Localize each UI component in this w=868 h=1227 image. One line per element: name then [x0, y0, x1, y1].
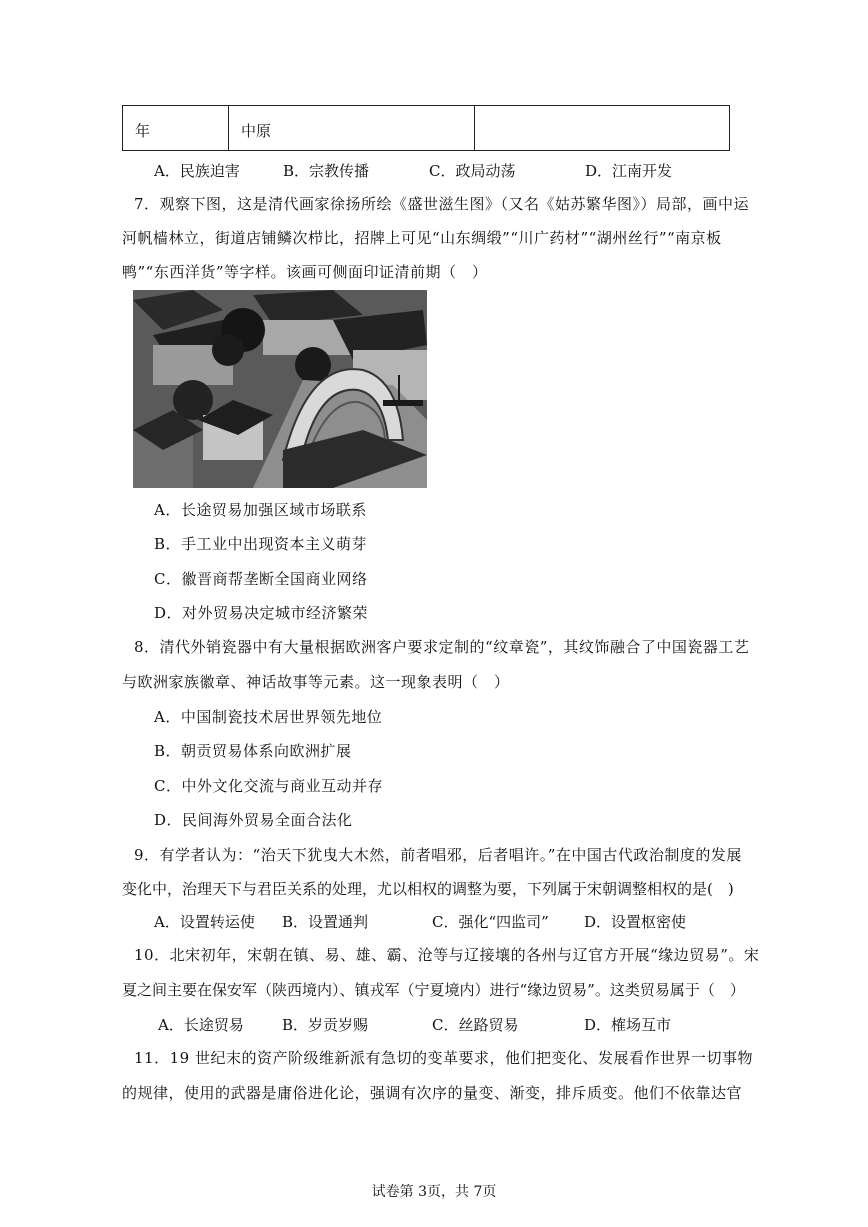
option-d: D．民间海外贸易全面合法化 [154, 811, 353, 829]
option-c: C．强化“四监司” [432, 913, 549, 931]
option-a: A．设置转运使 [154, 913, 255, 931]
option-d: D．对外贸易决定城市经济繁荣 [154, 604, 369, 622]
option-c: C．政局动荡 [429, 162, 516, 180]
question-8-stem-cont: 与欧洲家族徽章、神话故事等元素。这一现象表明（ ） [122, 673, 510, 691]
question-7-stem: 7．观察下图，这是清代画家徐扬所绘《盛世滋生图》（又名《姑苏繁华图》）局部，画中运 [134, 195, 750, 213]
question-9-stem: 9．有学者认为：“治天下犹曳大木然，前者唱邪，后者唱许。”在中国古代政治制度的发展 [134, 846, 742, 864]
option-c: C．徽晋商帮垄断全国商业网络 [154, 570, 368, 588]
option-a: A．中国制瓷技术居世界领先地位 [154, 708, 383, 726]
question-11-stem: 11．19 世纪末的资产阶级维新派有急切的变革要求，他们把变化、发展看作世界一切事物 [134, 1049, 753, 1067]
option-c: C．丝路贸易 [432, 1016, 519, 1034]
option-b: B．宗教传播 [283, 162, 370, 180]
table-cell: 年 [123, 106, 229, 150]
table-row [122, 105, 730, 151]
question-7-stem-cont: 鸭”“东西洋货”等字样。该画可侧面印证清前期（ ） [122, 263, 488, 281]
question-7-stem-cont: 河帆樯林立，街道店铺鳞次栉比，招牌上可见“山东绸缎”“川广药材”“湖州丝行”“南京板 [122, 229, 722, 247]
table-cell [475, 106, 729, 150]
question-10-stem-cont: 夏之间主要在保安军（陕西境内）、镇戎军（宁夏境内）进行“缘边贸易”。这类贸易属于（ ） [122, 981, 745, 999]
option-b: B．手工业中出现资本主义萌芽 [154, 535, 368, 553]
question-8-stem: 8．清代外销瓷器中有大量根据欧洲客户要求定制的“纹章瓷”，其纹饰融合了中国瓷器工艺 [134, 638, 750, 656]
question-11-stem-cont: 的规律，使用的武器是庸俗进化论，强调有次序的量变、渐变，排斥质变。他们不依靠达官 [122, 1084, 743, 1102]
option-a: A．民族迫害 [154, 162, 240, 180]
option-a: A．长途贸易加强区域市场联系 [154, 501, 367, 519]
option-d: D．设置枢密使 [584, 913, 687, 931]
page-footer: 试卷第 3页，共 7页 [371, 1184, 497, 1200]
question-9-stem-cont: 变化中，治理天下与君臣关系的处理，尤以相权的调整为要，下列属于宋朝调整相权的是( ) [122, 880, 734, 898]
option-d: D．榷场互市 [584, 1016, 672, 1034]
option-a: A．长途贸易 [158, 1016, 244, 1034]
option-b: B．朝贡贸易体系向欧洲扩展 [154, 742, 352, 760]
option-d: D．江南开发 [585, 162, 673, 180]
option-b: B．岁贡岁赐 [282, 1016, 369, 1034]
table-cell: 中原 [229, 106, 475, 150]
suzhou-painting-image [133, 290, 427, 488]
question-10-stem: 10．北宋初年，宋朝在镇、易、雄、霸、沧等与辽接壤的各州与辽官方开展“缘边贸易”。宋 [134, 946, 760, 964]
option-b: B．设置通判 [282, 913, 369, 931]
option-c: C．中外文化交流与商业互动并存 [154, 777, 383, 795]
